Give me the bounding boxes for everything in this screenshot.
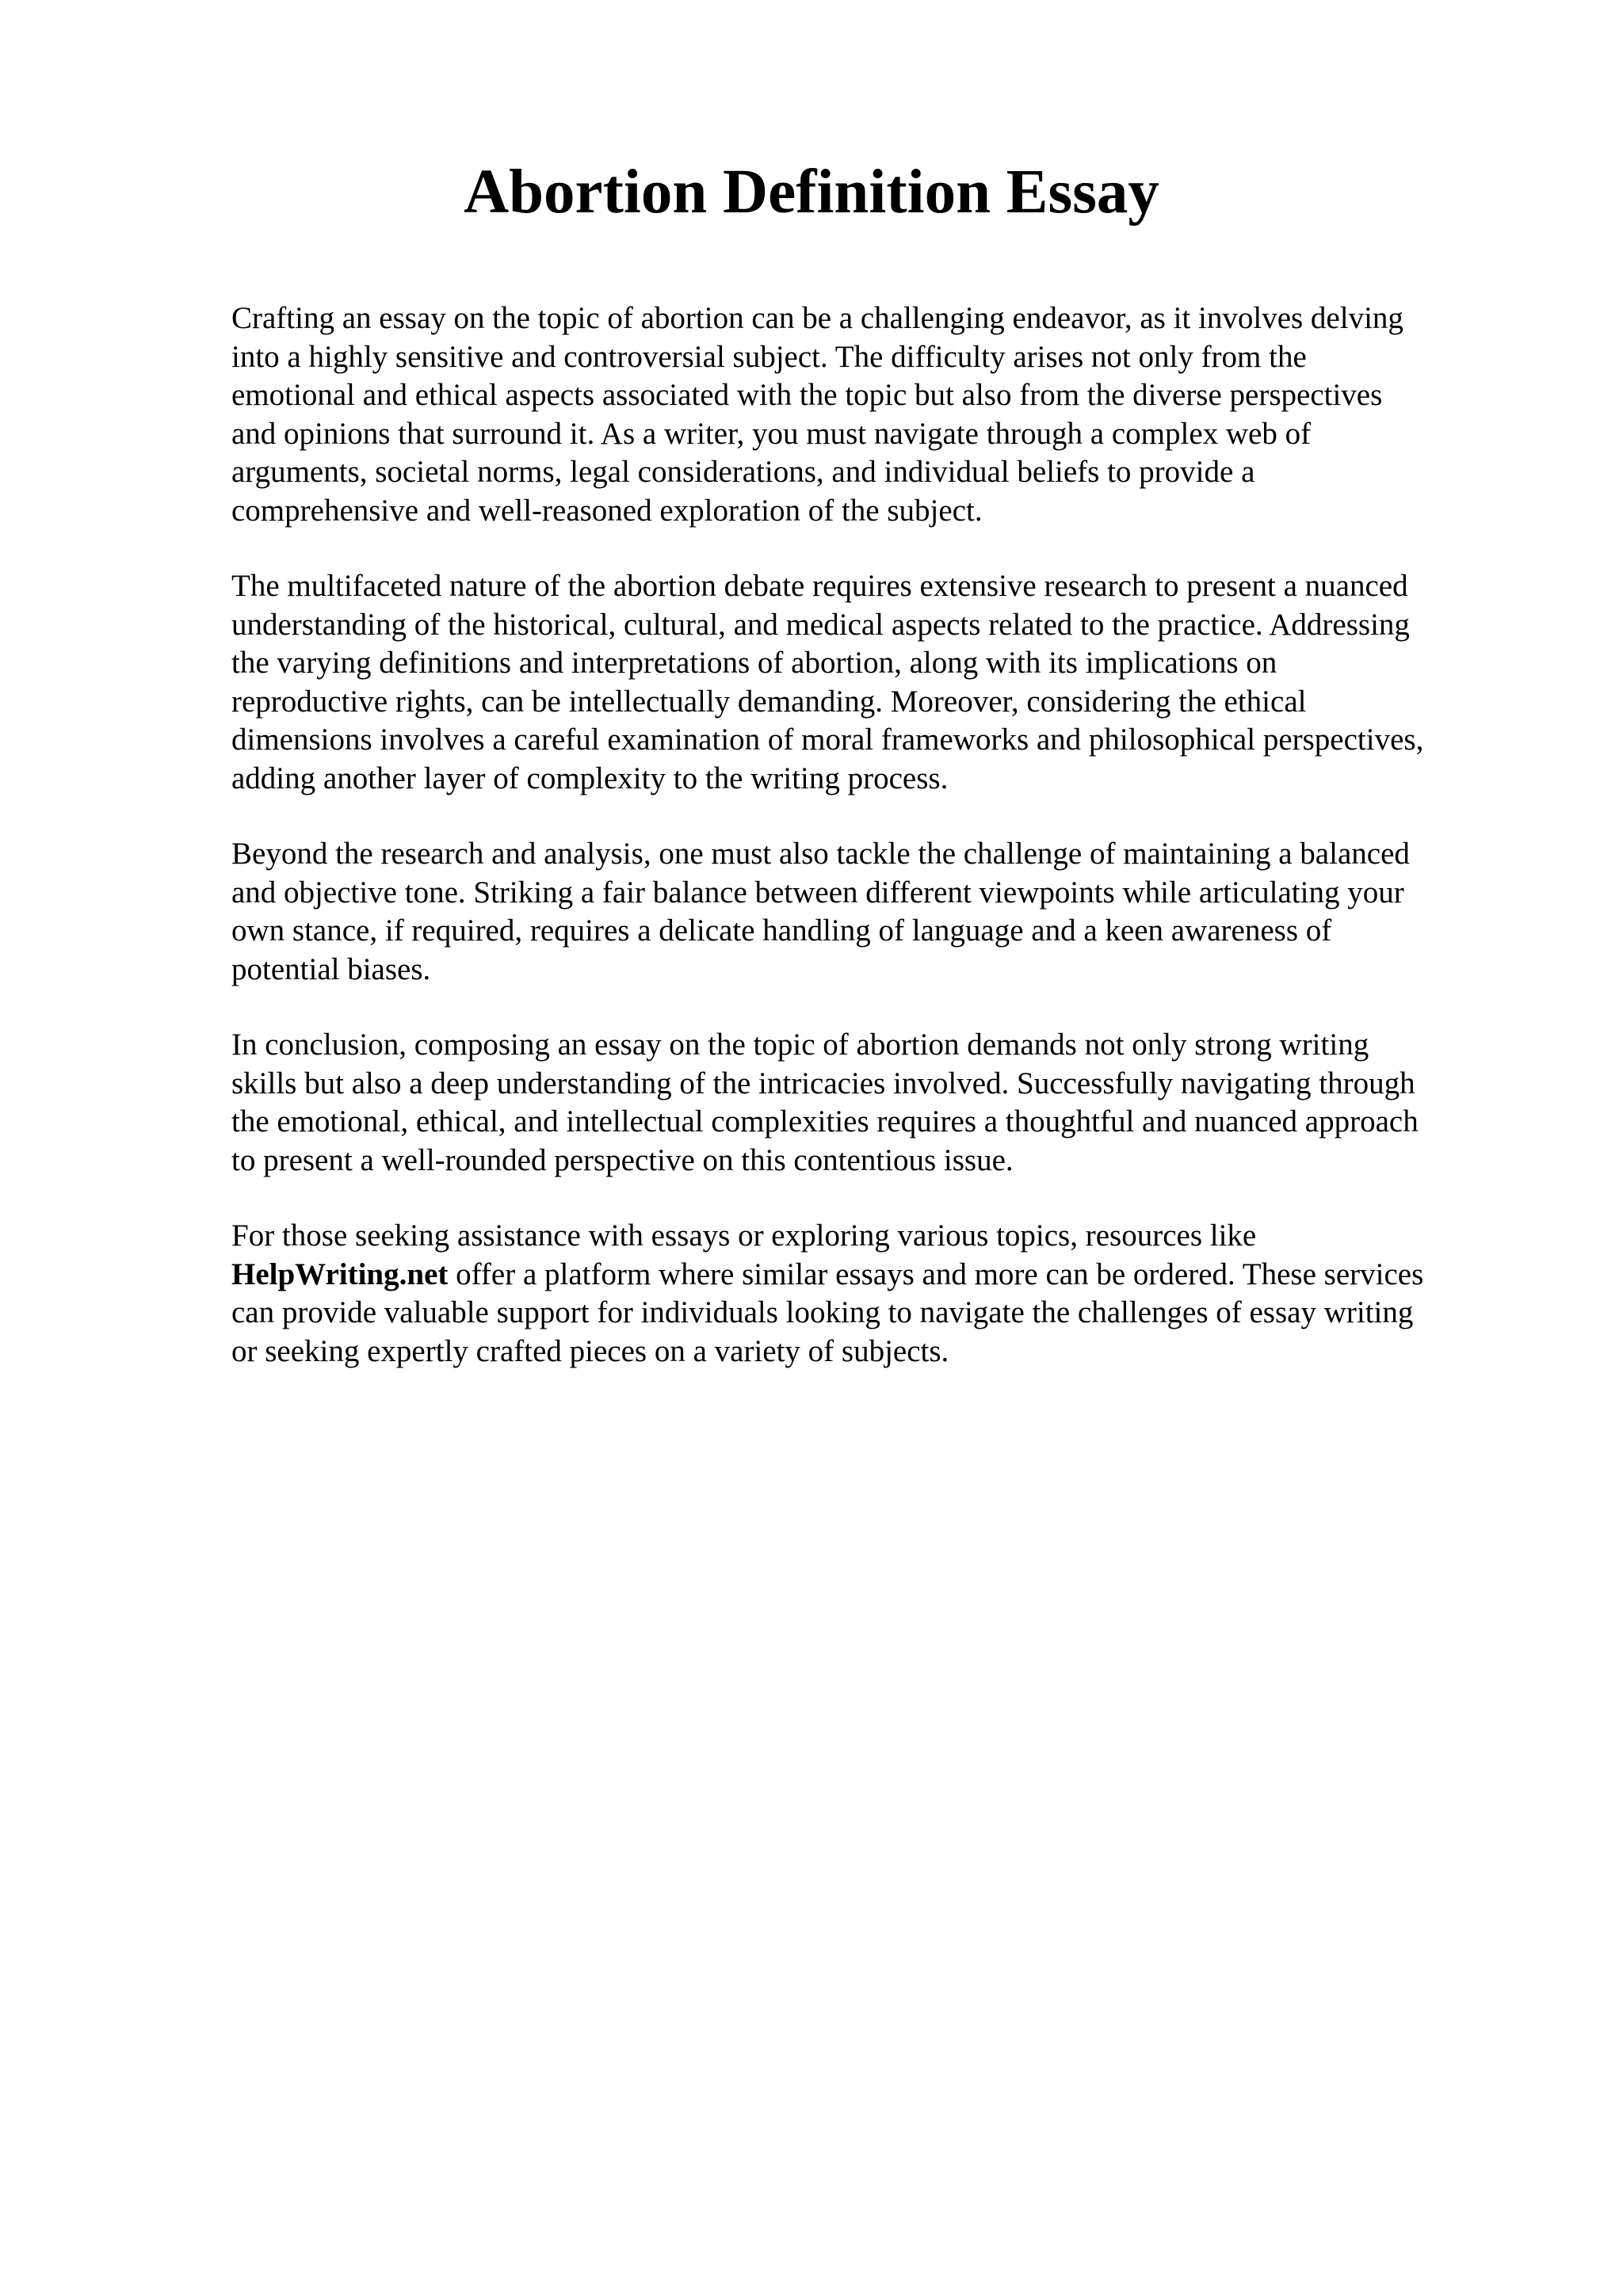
text-line: and opinions that surround it. As a writer, you must navigate through a complex web of — [231, 416, 1312, 451]
text-fragment: offer a platform where similar essays and more can be ordered. These services — [448, 1257, 1424, 1291]
text-line: or seeking expertly crafted pieces on a variety of subjects. — [231, 1333, 949, 1368]
text-line: own stance, if required, requires a delicate handling of language and a keen awareness of — [231, 913, 1332, 948]
essay-title: Abortion Definition Essay — [464, 158, 1159, 227]
text-line-with-brand — [231, 1256, 1515, 1295]
text-line: and objective tone. Striking a fair balance between different viewpoints while articulating your — [231, 875, 1404, 910]
text-line: skills but also a deep understanding of the intricacies involved. Successfully navigating through — [231, 1066, 1415, 1100]
brand-name-link[interactable]: HelpWriting.net — [231, 1257, 449, 1291]
text-line: arguments, societal norms, legal considerations, and individual beliefs to provide a — [231, 455, 1255, 489]
text-line: the varying definitions and interpretations of abortion, along with its implications on — [231, 646, 1277, 680]
text-line: comprehensive and well-reasoned exploration of the subject. — [231, 493, 983, 528]
text-line: emotional and ethical aspects associated with the topic but also from the diverse perspectives — [231, 378, 1383, 412]
paragraph-2 — [231, 567, 1515, 798]
paragraph-4 — [231, 1026, 1515, 1180]
essay-body — [231, 299, 1515, 1408]
text-line: Beyond the research and analysis, one must also tackle the challenge of maintaining a balanced — [231, 837, 1410, 871]
text-line: potential biases. — [231, 952, 431, 986]
paragraph-1 — [231, 299, 1515, 530]
text-line: Crafting an essay on the topic of abortion can be a challenging endeavor, as it involves delving — [231, 301, 1403, 335]
text-line: adding another layer of complexity to the writing process. — [231, 761, 949, 795]
text-line: the emotional, ethical, and intellectual complexities requires a thoughtful and nuanced approach — [231, 1104, 1419, 1138]
text-line: into a highly sensitive and controversial subject. The difficulty arises not only from the — [231, 339, 1307, 374]
text-line: to present a well-rounded perspective on this contentious issue. — [231, 1142, 1014, 1177]
paragraph-closing — [231, 1217, 1515, 1371]
text-line: understanding of the historical, cultural, and medical aspects related to the practice. Addressing — [231, 607, 1410, 642]
paragraph-3 — [231, 835, 1515, 989]
text-line: can provide valuable support for individuals looking to navigate the challenges of essay writing — [231, 1295, 1414, 1329]
text-line: dimensions involves a careful examination of moral frameworks and philosophical perspectives, — [231, 723, 1424, 757]
text-line: For those seeking assistance with essays or exploring various topics, resources like — [231, 1219, 1257, 1253]
text-line: reproductive rights, can be intellectually demanding. Moreover, considering the ethical — [231, 684, 1307, 719]
text-line: In conclusion, composing an essay on the topic of abortion demands not only strong writing — [231, 1028, 1369, 1062]
text-line: The multifaceted nature of the abortion debate requires extensive research to present a nuanced — [231, 569, 1408, 603]
